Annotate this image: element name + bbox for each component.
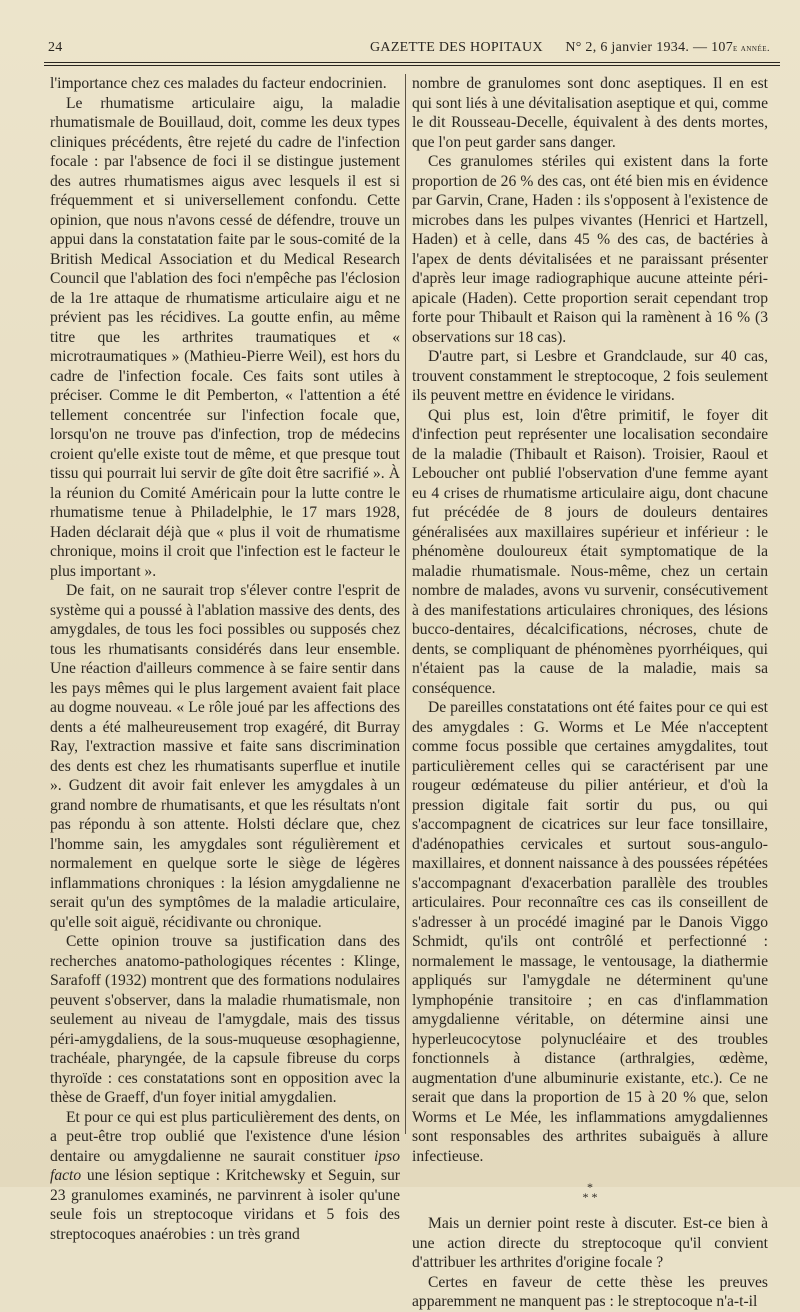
paragraph: Le rhumatisme articulaire aigu, la maladie rhumatismale de Bouillaud, doit, comme les deux types cliniques précédents, être rejeté du cadre de l'infection focale : par l'absence de foci il se distingue justement des autres rhumatismes aigus avec lesquels il est si fréquemment et si universellement confondu. Cette opinion, que nous n'avons cessé de défendre, trouve un appui dans la constatation faite par le sous-comité de la British Medical Association et du Medical Research Council que l'ablation des foci n'empêche pas l'éclosion de la 1re attaque de rhumatisme articulaire aigu et ne prévient pas les récidives. La goutte enfin, au même titre que les arthrites traumatiques et « microtraumatiques » (Mathieu-Pierre Weil), est hors du cadre de l'infection focale. Ces faits sont utiles à préciser. Comme le dit Pemberton, « l'attention a été tellement concentrée sur l'infection focale que, lorsqu'on ne trouve pas d'infection, trop de médecins croient qu'elle existe tout de même, et que presque tout tissu qui pourrait lui servir de gîte doit être sacrifié ». À la réunion du Comité Américain pour la lutte contre le rhumatisme tenue à Philadelphie, le 17 mars 1928, Haden déclarait déjà que « plus il voit de rhumatisme chronique, moins il croit que l'infection est le facteur le plus important ». [50, 94, 400, 580]
issue-suffix: e année. [733, 43, 770, 54]
column-divider [405, 74, 406, 1134]
asterism-bottom: * * [582, 1190, 598, 1204]
issue-date: N° 2, 6 janvier 1934. — 107 [565, 40, 733, 55]
right-column [412, 74, 768, 1312]
paragraph: Ces granulomes stériles qui existent dans la forte proportion de 26 % des cas, ont été bien mis en évidence par Garvin, Crane, Haden : ils s'opposent à l'existence de microbes dans les pulpes vivantes (Henrici et Hartzell, Haden) et à celle, dans 45 % des cas, de bactéries à l'apex de dents dévitalisées et ne paraissant présenter d'après leur image radiographique aucune atteinte péri-apicale (Haden). Cette proportion serait cependant trop forte pour Thibault et Raison qui la ramènent à 16 % (3 observations sur 18 cas). [412, 153, 768, 346]
section-separator [412, 1182, 768, 1202]
paragraph: De fait, on ne saurait trop s'élever contre l'esprit de système qui a poussé à l'ablation massive des dents, des amygdales, de tous les foci possibles ou supposés chez tous les rhumatisants considérés dans leur ensemble. Une réaction d'ailleurs commence à se faire sentir dans les pays mêmes qui le plus largement avaient fait place au dogme nouveau. « Le rôle joué par les affections des dents a été malheureusement trop exagéré, dit Burray Ray, l'extraction massive et faite sans discrimination des dents est chez les rhumatisants superflue et inutile ». Gudzent dit avoir fait enlever les amygdales à un grand nombre de rhumatisants, et que les résultats n'ont pas répondu à son attente. Holsti déclare que, chez l'homme sain, les amygdales sont régulièrement et normalement en quelque sorte le siège de légères inflammations chroniques : la lésion amygdalienne ne serait qu'un des symptômes de la maladie articulaire, qu'elle soit aiguë, récidivante ou chronique. [50, 582, 400, 931]
latin-phrase: ipso facto [50, 1147, 400, 1184]
text-run: une lésion septique : Kritchewsky et Seguin, sur 23 granulomes examinés, ne parvinrent à isoler qu'une seule fois un streptocoque viridans et 5 fois des streptocoques anaérobies : un très grand [50, 1167, 400, 1243]
paragraph: Qui plus est, loin d'être primitif, le foyer dit d'infection peut représenter une localisation secondaire de la maladie (Thibault et Raison). Troisier, Raoul et Leboucher ont publié l'observation d'une femme ayant eu 4 crises de rhumatisme articulaire aigu, dont chacune fut précédée de 8 jours de douleurs dentaires généralisées aux maxillaires supérieur et inférieur : le phénomène douloureux était symptomatique de la maladie rhumatismale. Nous-même, chez un certain nombre de malades, avons vu survenir, consécutivement à des manifestations articulaires chroniques, des lésions bucco-dentaires, décalcifications, nécroses, chute de dents, se compliquant de phénomènes pyorrhéiques, qui n'étaient pas la cause de la maladie, mais sa conséquence. [412, 406, 768, 697]
header-rule-top [44, 62, 780, 63]
page-header [40, 38, 780, 60]
paragraph: De pareilles constatations ont été faites pour ce qui est des amygdales : G. Worms et Le Mée n'acceptent comme focus possible que certaines amygdalites, tout particulièrement celles qui se caractérisent par une rougeur œdémateuse du pilier antérieur, et d'où la pression digitale fait sortir du pus, ou qui s'accompagnent de cicatrices sur leur face tonsillaire, d'adénopathies cervicales et surtout sous-angulo-maxillaires, et donnent naissance à des poussées répétées s'accompagnant d'exacerbation parallèle des troubles articulaires. Pour reconnaître ces cas ils conseillent de s'adresser à un procédé imaginé par le Danois Viggo Schmidt, qu'ils ont contrôlé et perfectionné : normalement le massage, le ventousage, la diathermie appliqués sur l'amygdale ne déterminent qu'une lymphopénie transitoire ; en cas d'inflammation amygdalienne véritable, on détermine ainsi une hyperleucocytose polynucléaire et des troubles fonctionnels à distance (arthralgies, œdème, augmentation d'une albuminurie existante, etc.). Ce ne serait que dans la proportion de 15 à 20 % que, selon Worms et Le Mée, les inflammations amygdaliennes sont responsables des arthrites subaiguës à allure infectieuse. [412, 699, 768, 1165]
issue-info [565, 40, 770, 56]
journal-title: GAZETTE DES HOPITAUX [370, 40, 543, 55]
paragraph: Mais un dernier point reste à discuter. Est-ce bien à une action directe du streptocoque qu'il convient d'attribuer les arthrites d'origine focale ? [412, 1215, 768, 1271]
paragraph: D'autre part, si Lesbre et Grandclaude, sur 40 cas, trouvent constamment le streptocoque, 2 fois seulement ils peuvent mettre en évidence le viridans. [412, 348, 768, 404]
asterism-top: * [587, 1180, 593, 1194]
paragraph: Cette opinion trouve sa justification dans des recherches anatomo-pathologiques récentes : Klinge, Sarafoff (1932) montrent que des formations nodulaires peuvent s'observer, dans la maladie rhumatismale, non seulement au niveau de l'amygdale, mais des tissus péri-amygdaliens, de la sous-muqueuse œsophagienne, trachéale, pharyngée, de la capsule fibreuse du corps thyroïde : ces constatations sont en opposition avec la thèse de Graeff, d'un foyer initial amygdalien. [50, 933, 400, 1106]
paragraph: l'importance chez ces malades du facteur endocrinien. [50, 75, 387, 92]
text-run: Et pour ce qui est plus particulièrement des dents, on a peut-être trop oublié que l'existence d'une lésion dentaire ou amygdalienne ne saurait constituer [50, 1108, 400, 1165]
page-number: 24 [48, 40, 63, 55]
paragraph [50, 1108, 400, 1245]
paragraph: Certes en faveur de cette thèse les preuves apparemment ne manquent pas : le streptocoque n'a-t-il [412, 1273, 768, 1310]
paragraph: nombre de granulomes sont donc aseptiques. Il en est qui sont liés à une dévitalisation aseptique et qui, comme le dit Rousseau-Decelle, équivalent à des dents mortes, que l'on peut garder sans danger. [412, 75, 768, 151]
header-rule-bottom [44, 65, 780, 66]
left-column [50, 74, 400, 1244]
